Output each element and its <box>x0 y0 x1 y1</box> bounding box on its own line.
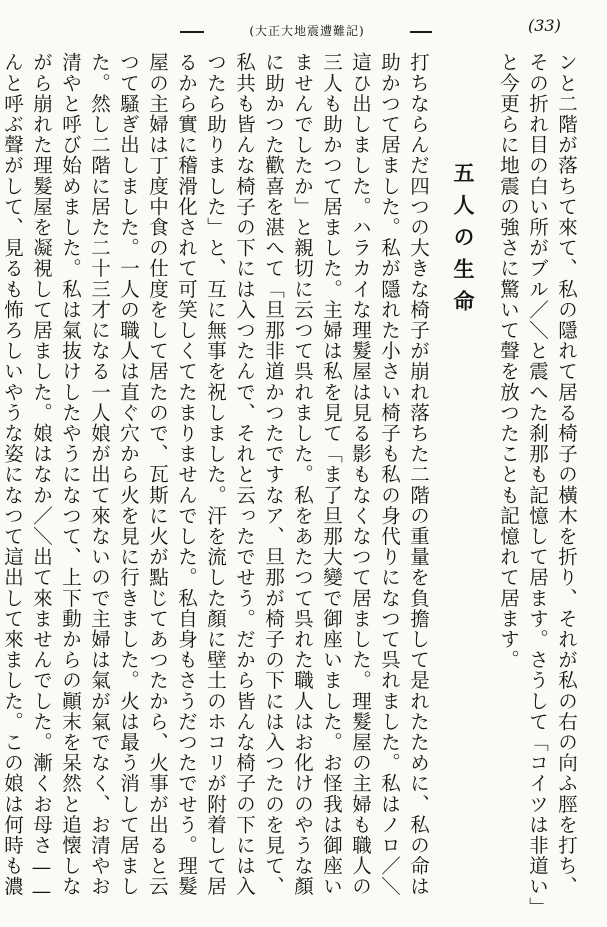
header-rule-left <box>180 31 204 33</box>
paragraph: 打ちならんだ四つの大きな椅子が崩れ落ちた二階の重量を負擔して是れたために、私の命は助かつて居ました。私が隱れた小さい椅子も私の身代りになつて呉れました。私はノロ／＼這ひ出しました。ハラカイな理髮屋は見る影もなくなつて居ました。理髮屋の主婦も職人の三人も助かつて居ました。主婦は私を見て「ま了旦那大變で御座いました。お怪我は御座いませんでしたか」と親切に云つて呉れました。私をあたつて呉れた職人はお化けのやうな顏に助かつた歡喜を湛へて「旦那非道かつたですなア、旦那が椅子の下には入つたのを見て、私共も皆んな椅子の下には入つたんで、それと云ったでせう。だから皆んな椅子の下には入つたら助りました」と、互に無事を祝しました。汗を流した顏に壁土のホコリが附着して居るから實に稽滑化されて可笑しくてたまりませんでした。私自身もさうだつたでせう。理髮屋の主婦は丁度中食の仕度をして居たので、瓦斯に火が點じてあつたから、火事が出ると云つて騷ぎ出しました。一人の職人は直ぐ穴から火を見に行きました。火は最う消して居ました。然し二階に居た二十三才になる一人娘が出て來ないので主婦は氣が氣でなく、お清やお清やと呼び始めました。私は氣抜けしたやうになつて、上下動からの顚末を呆然と追懐しながら崩れた理髮屋を凝視して居ました。娘はなか／＼出て來ませんでした。漸くお母さ——んと呼ぶ聲がして、見るも怖ろしいやうな姿になつて這出して來ました。この娘は何時も濃 <box>1 52 430 904</box>
page-header <box>0 12 607 52</box>
article-body <box>1 52 581 914</box>
header-rule-right <box>410 31 432 33</box>
page-number: (33) <box>528 16 561 35</box>
running-title: (大正大地震遭難記) <box>249 24 365 38</box>
section-heading: 五人の生命 <box>451 162 476 322</box>
paragraph: ンと二階が落ちて來て、私の隱れて居る椅子の橫木を折り、それが私の右の向ふ脛を打ち、その折れ目の白い所がブル／＼と震へた刹那も記憶して居ます。さうして「コイツは非道い」と今更らに地震の強さに驚いて聲を放つたことも記憶れて居ます。 <box>497 52 578 908</box>
